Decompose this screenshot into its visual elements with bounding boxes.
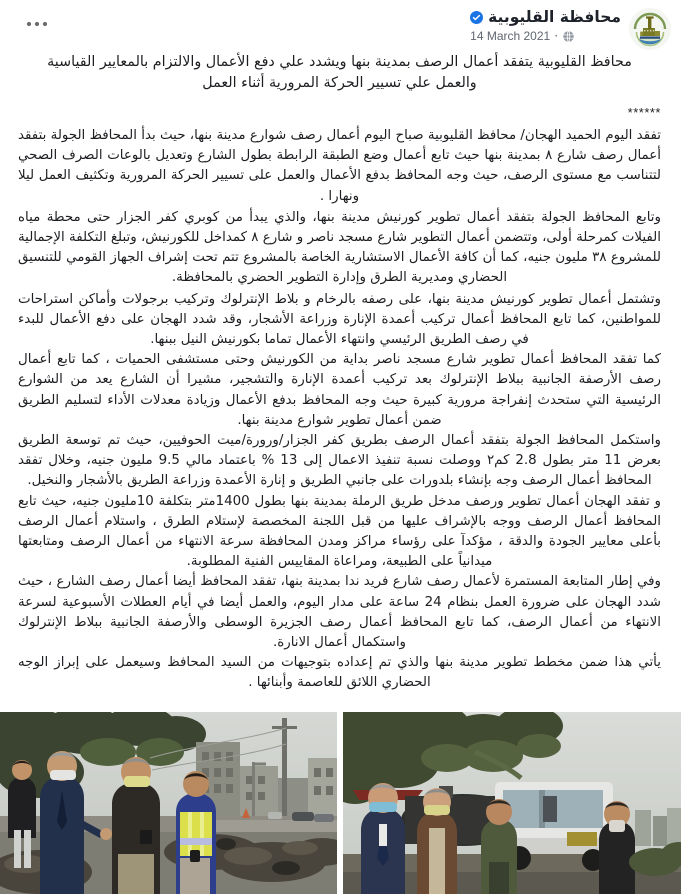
post-paragraph: وتابع المحافظ الجولة بتفقد أعمال تطوير كورنيش مدينة بنها، والذي يبدأ من كوبري كفر الجزار حتى محطة مياه الفيلات كمرحلة أولى، وتتضمن أعمال التطوير شارع مسجد ناصر و شارع ٨ كمداخل للكورنيش، وتبلغ التكلفة الإجمالية للمشروع ٣٨ مليون جنيه، كما أن كافة الأعمال الاستشارية الخاصة بالمشروع تتم تحت إشراف الجهاز القومي للتنسيق الحضاري ومديرية الطرق وإدارة التطوير الحضري بالمحافظة. [18,209,661,286]
page-name-row [470,8,621,26]
photo-1-graphic [343,712,681,894]
post-paragraph: تفقد اليوم الحميد الهجان/ محافظ القليوبية صباح اليوم أعمال رصف شوارع مدينة بنها، حيث بدأ المحافظ الجولة بتفقد أعمال رصف شارع ٨ بمدينة بنها حيث تابع أعمال وضع الطبقة الرابطة بطول الشارع وتعديل بالوعات الصرف الصحي لتتناسب مع مستوى الرصف، حيث وجه المحافظ بدفع الأعمال والعمل على تسيير الحركة المرورية وتكثيف العمل ليلا ونهارا . [18,128,661,204]
photo-officials-beside-water-tanker-truck[interactable] [343,712,681,894]
post-header [0,0,681,48]
post-headline: محافظ القليوبية يتفقد أعمال الرصف بمدينة بنها ويشدد علي دفع الأعمال والالتزام بالمعايير القياسية والعمل علي تسيير الحركة المرورية أثناء العمل [47,54,632,91]
post-paragraph: واستكمل المحافظ الجولة بتفقد أعمال الرصف بطريق كفر الجزار/ورورة/ميت الحوفيين، حيث تم توسعة الطريق بعرض 11 متر بطول 2.8 كم٢ ووصلت نسبة تنفيذ الاعمال إلى 13 % باعتماد مالي 9.5 مليون جنيه، وخلال تفقد المحافظ أعمال الرصف وجه بإنشاء بلدورات على جانبي الطريق و إنارة الأعمدة وزراعة الطريق بالأشجار والنخيل. [18,433,661,489]
ellipsis-dot [43,22,47,26]
meta-separator: · [554,29,559,43]
verified-badge-icon [470,11,483,24]
ellipsis-dot [27,22,31,26]
post-paragraph: وفي إطار المتابعة المستمرة لأعمال رصف شارع فريد ندا بمدينة بنها، تفقد المحافظ أيضا أعمال رصف الشارع ، حيث شدد الهجان على ضرورة العمل بنظام 24 ساعة على مدار اليوم، والعمل أيضا في أيام العطلات الأسبوعية لسرعة الانتهاء من أعمال الرصف، كما تابع المحافظ أعمال رصف الجزيرة الوسطى والأرصفة الجانبية ببلاط الإنترلوك واستكمال أعمال الانارة. [18,574,661,651]
post-divider-asterisks: ****** [627,105,661,120]
globe-public-icon[interactable] [562,30,575,43]
qalyubia-governorate-logo [629,8,671,50]
post-paragraph: كما تفقد المحافظ أعمال تطوير شارع مسجد ناصر بداية من الكورنيش وحتى مستشفى الحميات ، كما تابع أعمال رصف الأرصفة الجانبية ببلاط الإنترلوك بعد تركيب أعمدة الإنارة والتشجير، مشيرا أن الشارع يعد من الشوارع الرئيسية التي ستحدث إنفراجة مرورية كبيرة حيث وجه المحافظ بدفع الأعمال وزيادة معدلات الأداء لتسليم الطريق ضمن أعمال تطوير شوارع مدينة بنها. [18,352,661,428]
post-body [0,52,681,694]
post-date[interactable]: 14 March 2021 [470,29,551,43]
page-name[interactable]: محافظة القليوبية [488,8,621,26]
post-paragraph: و تفقد الهجان أعمال تطوير ورصف مدخل طريق الرملة بمدينة بنها بطول 1400متر بتكلفة 10مليون جنيه، حيث تابع المحافظ أعمال الرصف ووجه بالإشراف عليها من قبل اللجنة المخصصة لإستلام الطرق ، واستلام أعمال الرصف بأعلى معايير الجودة والدقة ، مؤكدآ على رؤساء مراكز ومدن المحافظة سرعة الانتهاء من أعمال الرصف ومتابعتها ميدانياً على الطبيعة، ومراعاة المقاييس الفنية المطلوبة. [18,493,662,570]
post-paragraph: يأتي هذا ضمن مخطط تطوير مدينة بنها والذي تم إعداده بتوجيهات من السيد المحافظ وسيعمل على إبراز الوجه الحضاري اللائق للعاصمة وأبنائها . [18,655,661,691]
post-photo-grid [0,712,681,894]
post-meta-row [470,29,621,43]
post-paragraph: وتشتمل أعمال تطوير كورنيش مدينة بنها، على رصفه بالرخام و بلاط الإنترلوك وتركيب برجولات وأماكن استراحات للمواطنين، كما تابع المحافظ أعمال تركيب أعمدة الإنارة وزراعة الأشجار، وقد شدد الهجان على دفع الأعمال للبدء في رصف الطريق الرئيسي وانتهاء الأعمال تماما بكورنيش النيل ببنها. [18,291,661,348]
photo-2-graphic [0,712,337,894]
ellipsis-dot [35,22,39,26]
header-text-block [470,6,621,43]
post-options-button[interactable] [22,16,52,32]
photo-road-paving-inspection-site[interactable] [0,712,337,894]
avatar[interactable] [629,8,671,50]
